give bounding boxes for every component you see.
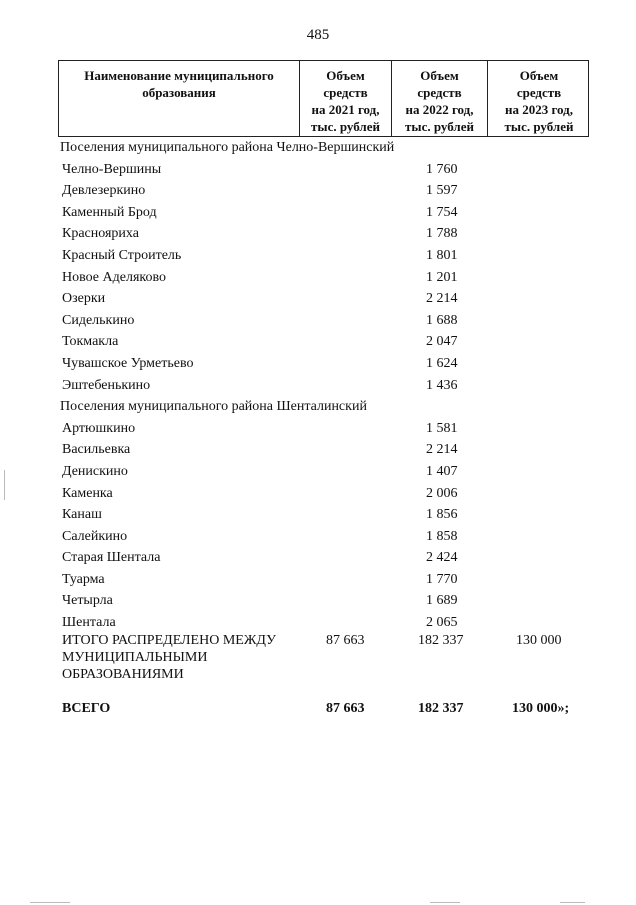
total-2023: 130 000 (516, 633, 562, 648)
value-2022: 1 201 (426, 269, 458, 285)
municipality-name: Шентала (62, 615, 116, 631)
grand-total-2023: 130 000»; (512, 701, 570, 716)
value-2022: 1 801 (426, 247, 458, 263)
grand-total-2022: 182 337 (418, 701, 464, 716)
value-2022: 1 597 (426, 183, 458, 199)
municipality-name: Сиделькино (62, 312, 135, 328)
municipality-name: Каменка (62, 485, 113, 501)
municipality-name: Денискино (62, 463, 128, 479)
scan-artifact (30, 902, 70, 903)
municipality-name: Краснояриха (62, 226, 139, 242)
table-row (60, 159, 600, 181)
header-2022-label: Объем средств на 2022 год, тыс. рублей (405, 68, 474, 134)
grand-total-label: ВСЕГО (62, 701, 111, 716)
table-row (60, 245, 600, 267)
section-title: Поселения муниципального района Челно-Вершинский (60, 140, 395, 155)
municipality-name: Васильевка (62, 442, 131, 458)
municipality-name: Четырла (62, 593, 113, 609)
table-row (60, 483, 600, 505)
section-header-row (60, 137, 600, 159)
value-2022: 1 754 (426, 204, 458, 220)
table-row (60, 590, 600, 612)
value-2022: 1 770 (426, 571, 458, 587)
value-2022: 2 214 (426, 442, 458, 458)
municipality-name: Каменный Брод (62, 204, 157, 220)
municipality-name: Салейкино (62, 528, 128, 544)
scan-artifact (4, 470, 5, 500)
scan-artifact (560, 902, 585, 903)
header-2021-label: Объем средств на 2021 год, тыс. рублей (311, 68, 380, 134)
municipality-name: Красный Строитель (62, 247, 182, 263)
value-2022: 1 689 (426, 593, 458, 609)
table-row (60, 504, 600, 526)
header-2022 (391, 61, 487, 136)
table-row (60, 331, 600, 353)
table-row (60, 526, 600, 548)
value-2022: 2 424 (426, 550, 458, 566)
table-row (60, 375, 600, 397)
header-municipality-label: Наименование муниципального образования (84, 68, 274, 100)
value-2022: 2 006 (426, 485, 458, 501)
value-2022: 1 407 (426, 463, 458, 479)
section-header-row (60, 396, 600, 418)
table-row (60, 547, 600, 569)
municipality-name: Озерки (62, 291, 106, 307)
value-2022: 1 760 (426, 161, 458, 177)
value-2022: 1 581 (426, 420, 458, 436)
header-municipality (59, 61, 299, 136)
total-2021: 87 663 (326, 633, 365, 648)
value-2022: 1 788 (426, 226, 458, 242)
table-row (60, 180, 600, 202)
header-2021 (299, 61, 391, 136)
municipality-name: Токмакла (62, 334, 119, 350)
value-2022: 2 065 (426, 615, 458, 631)
page-number: 485 (306, 27, 330, 43)
municipality-name: Челно-Вершины (62, 161, 162, 177)
section-title: Поселения муниципального района Шенталинский (60, 399, 367, 415)
value-2022: 1 436 (426, 377, 458, 393)
municipality-name: Туарма (62, 571, 105, 587)
table-body (60, 137, 600, 634)
table-header (58, 60, 589, 137)
table-row (60, 418, 600, 440)
table-row (60, 569, 600, 591)
table-row (60, 310, 600, 332)
value-2022: 1 688 (426, 312, 458, 328)
table-row (60, 439, 600, 461)
header-2023-label: Объем средств на 2023 год, тыс. рублей (504, 68, 574, 134)
table-row (60, 612, 600, 634)
grand-total-2021: 87 663 (326, 701, 365, 716)
value-2022: 1 858 (426, 528, 458, 544)
table-row (60, 223, 600, 245)
municipality-name: Старая Шентала (62, 550, 161, 566)
municipality-name: Чувашское Урметьево (62, 355, 194, 371)
municipality-name: Канаш (62, 507, 102, 523)
total-label: ИТОГО РАСПРЕДЕЛЕНО МЕЖДУ МУНИЦИПАЛЬНЫМИ ОБРАЗОВАНИЯМИ (62, 633, 276, 682)
municipality-name: Эштебенькино (62, 377, 151, 393)
value-2022: 1 624 (426, 355, 458, 371)
municipality-name: Новое Аделяково (62, 269, 166, 285)
table-row (60, 267, 600, 289)
table-row (60, 202, 600, 224)
scan-artifact (430, 902, 460, 903)
total-2022: 182 337 (418, 633, 464, 648)
municipality-name: Девлезеркино (62, 183, 146, 199)
table-row (60, 461, 600, 483)
table-row (60, 353, 600, 375)
value-2022: 2 047 (426, 334, 458, 350)
value-2022: 2 214 (426, 291, 458, 307)
header-2023 (487, 61, 590, 136)
table-row (60, 288, 600, 310)
municipality-name: Артюшкино (62, 420, 136, 436)
value-2022: 1 856 (426, 507, 458, 523)
